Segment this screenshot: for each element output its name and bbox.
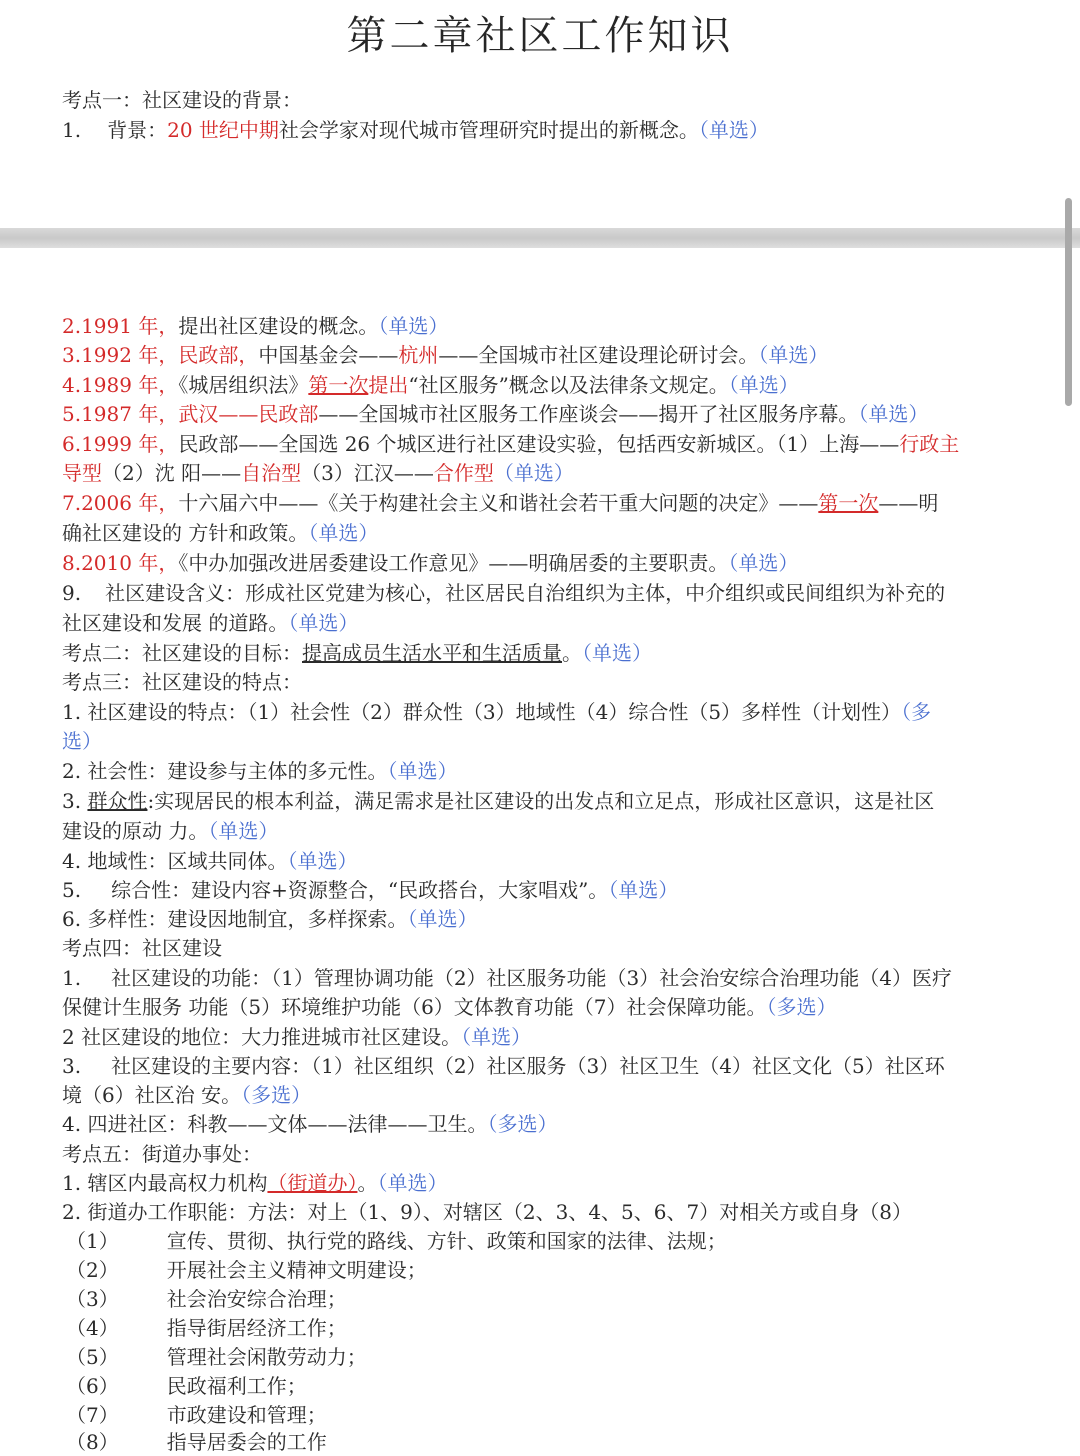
kp3-item-3-cont: 建设的原动 力。（单选） — [62, 819, 279, 843]
kp3-item-1-cont: 选） — [62, 729, 102, 753]
scrollbar-thumb[interactable] — [1065, 198, 1072, 406]
kp3-item-6: 6. 多样性：建设因地制宜，多样探索。（单选） — [62, 907, 478, 931]
kp5-item-1: 1. 辖区内最高权力机构（街道办）。（单选） — [62, 1171, 448, 1195]
kp1-item-6-cont: 导型（2）沈 阳——自治型（3）江汉——合作型（单选） — [62, 461, 574, 485]
heading-kp1: 考点一：社区建设的背景： — [62, 88, 302, 112]
duty-item: （4） 指导街居经济工作； — [66, 1316, 347, 1340]
page-title: 第二章社区工作知识 — [346, 13, 734, 59]
kp4-item-2: 2 社区建设的地位：大力推进城市社区建设。（单选） — [62, 1025, 532, 1049]
kp4-item-1: 1. 社区建设的功能：（1）管理协调功能（2）社区服务功能（3）社会治安综合治理功能（4）医疗 — [62, 966, 952, 990]
kp1-item-3: 3.1992 年，民政部，中国基金会——杭州——全国城市社区建设理论研讨会。（单选） — [62, 343, 829, 367]
duty-item: （2） 开展社会主义精神文明建设； — [66, 1258, 427, 1282]
kp1-item-1: 1. 背景：20 世纪中期社会学家对现代城市管理研究时提出的新概念。（单选） — [62, 118, 769, 142]
duty-item: （6） 民政福利工作； — [66, 1374, 307, 1398]
kp1-item-6: 6.1999 年，民政部——全国选 26 个城区进行社区建设实验，包括西安新城区。（1）上海——行政主 — [62, 432, 960, 456]
kp3-item-4: 4. 地域性：区域共同体。（单选） — [62, 849, 358, 873]
duty-item: （7） 市政建设和管理； — [66, 1403, 327, 1427]
kp5-item-2: 2. 街道办工作职能：方法：对上（1、9）、对辖区（2、3、4、5、6、7）对相关方或自身（8） — [62, 1200, 912, 1224]
kp4-item-3-cont: 境（6）社区治 安。（多选） — [62, 1083, 312, 1107]
heading-kp3: 考点三：社区建设的特点： — [62, 670, 302, 694]
duty-item: （1） 宣传、贯彻、执行党的路线、方针、政策和国家的法律、法规； — [66, 1229, 727, 1253]
heading-kp4: 考点四：社区建设 — [62, 936, 222, 960]
kp3-item-5: 5. 综合性：建设内容+资源整合，“民政搭台，大家唱戏”。（单选） — [62, 878, 679, 902]
page-separator — [0, 228, 1080, 248]
kp1-item-2: 2.1991 年，提出社区建设的概念。（单选） — [62, 314, 449, 338]
duty-item: （3） 社会治安综合治理； — [66, 1287, 347, 1311]
kp3-item-3: 3. 群众性:实现居民的根本利益，满足需求是社区建设的出发点和立足点，形成社区意识，这是社区 — [62, 789, 935, 813]
heading-kp5: 考点五：街道办事处： — [62, 1142, 262, 1166]
kp3-item-1: 1. 社区建设的特点：（1）社会性（2）群众性（3）地域性（4）综合性（5）多样性（计划性）（多 — [62, 700, 932, 724]
duty-item: （5） 管理社会闲散劳动力； — [66, 1345, 367, 1369]
kp1-item-7: 7.2006 年，十六届六中——《关于构建社会主义和谐社会若干重大问题的决定》——第一次——明 — [62, 491, 939, 515]
kp4-item-1-cont: 保健计生服务 功能（5）环境维护功能（6）文体教育功能（7）社会保障功能。（多选） — [62, 995, 837, 1019]
heading-kp2: 考点二：社区建设的目标：提高成员生活水平和生活质量。（单选） — [62, 641, 652, 665]
kp1-item-7-cont: 确社区建设的 方针和政策。（单选） — [62, 521, 379, 545]
kp1-item-5: 5.1987 年，武汉——民政部——全国城市社区服务工作座谈会——揭开了社区服务序幕。（单选） — [62, 402, 929, 426]
duty-item: （8） 指导居委会的工作 — [66, 1430, 327, 1454]
kp4-item-3: 3. 社区建设的主要内容：（1）社区组织（2）社区服务（3）社区卫生（4）社区文化（5）社区环 — [62, 1054, 945, 1078]
kp1-item-8: 8.2010 年，《中办加强改进居委建设工作意见》——明确居委的主要职责。（单选） — [62, 551, 799, 575]
kp1-item-9: 9. 社区建设含义：形成社区党建为核心，社区居民自治组织为主体，中介组织或民间组织为补充的 — [62, 581, 946, 605]
kp4-item-4: 4. 四进社区：科教——文体——法律——卫生。（多选） — [62, 1112, 558, 1136]
kp1-item-9-cont: 社区建设和发展 的道路。（单选） — [62, 611, 359, 635]
kp1-item-4: 4.1989 年，《城居组织法》第一次提出“社区服务”概念以及法律条文规定。（单选） — [62, 373, 799, 397]
kp3-item-2: 2. 社会性：建设参与主体的多元性。（单选） — [62, 759, 458, 783]
